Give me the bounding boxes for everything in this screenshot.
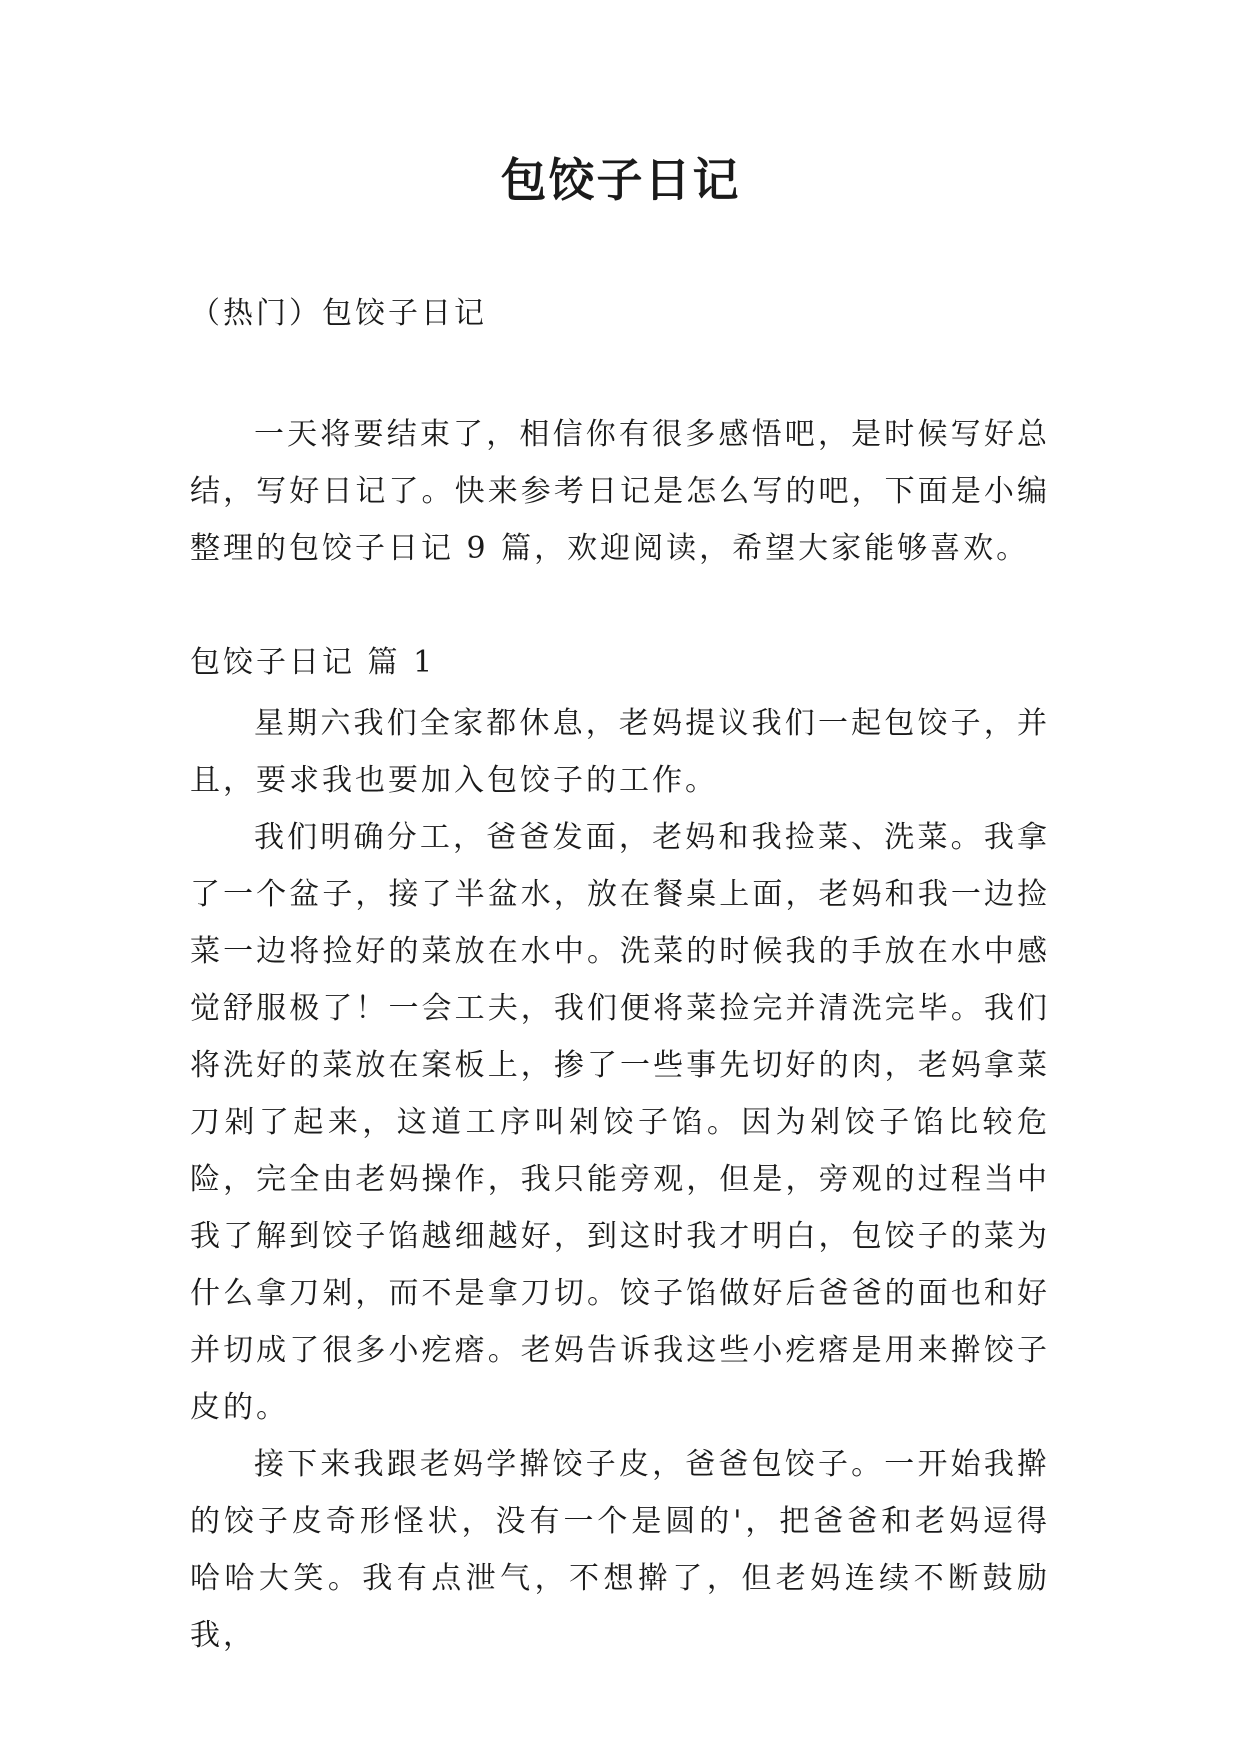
- paragraph-2: 我们明确分工，爸爸发面，老妈和我捡菜、洗菜。我拿了一个盆子，接了半盆水，放在餐桌上面，老妈和我一边捡菜一边将捡好的菜放在水中。洗菜的时候我的手放在水中感觉舒服极了！一会工夫，我们便将菜捡完并清洗完毕。我们将洗好的菜放在案板上，掺了一些事先切好的肉，老妈拿菜刀剁了起来，这道工序叫剁饺子馅。因为剁饺子馅比较危险，完全由老妈操作，我只能旁观，但是，旁观的过程当中我了解到饺子馅越细越好，到这时我才明白，包饺子的菜为什么拿刀剁，而不是拿刀切。饺子馅做好后爸爸的面也和好并切成了很多小疙瘩。老妈告诉我这些小疙瘩是用来擀饺子皮的。: [190, 820, 1050, 1425]
- document-subtitle: （热门）包饺子日记: [190, 296, 487, 331]
- paragraph-1: 星期六我们全家都休息，老妈提议我们一起包饺子，并且，要求我也要加入包饺子的工作。: [190, 706, 1050, 798]
- paragraph-3: 接下来我跟老妈学擀饺子皮，爸爸包饺子。一开始我擀的饺子皮奇形怪状，没有一个是圆的'，把爸爸和老妈逗得哈哈大笑。我有点泄气，不想擀了，但老妈连续不断鼓励我，: [190, 1447, 1050, 1653]
- intro-paragraph: [190, 406, 1050, 577]
- intro-text: 一天将要结束了，相信你有很多感悟吧，是时候写好总结，写好日记了。快来参考日记是怎么写的吧，下面是小编整理的包饺子日记 9 篇，欢迎阅读，希望大家能够喜欢。: [190, 417, 1050, 566]
- section-body: [190, 695, 1050, 1664]
- document-title: 包饺子日记: [500, 153, 741, 207]
- section-heading: 包饺子日记 篇 1: [190, 645, 436, 680]
